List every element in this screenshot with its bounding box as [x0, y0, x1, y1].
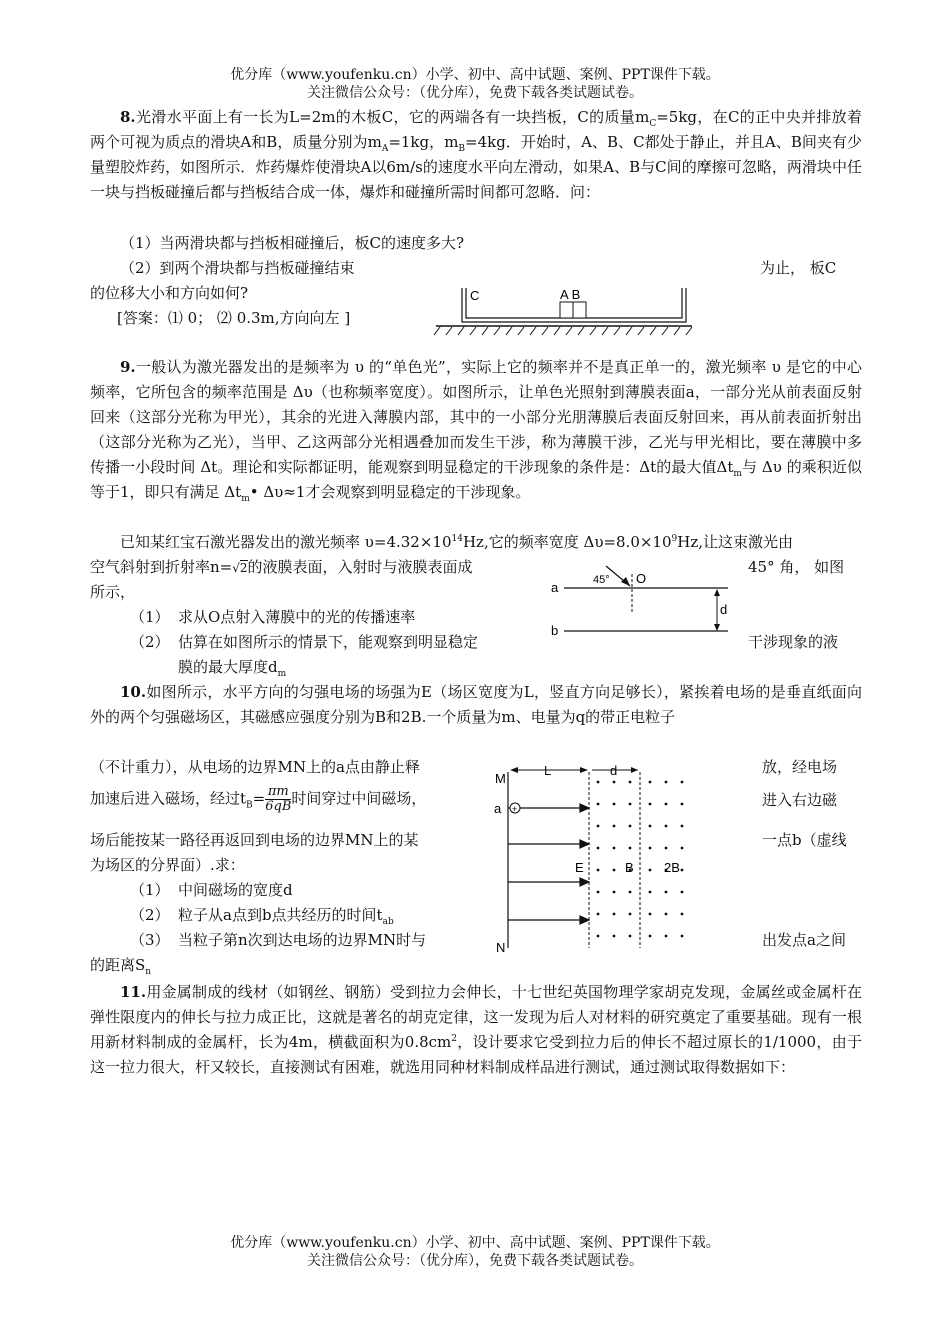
q10-line-1-left: （不计重力），从电场的边界MN上的a点由静止释: [90, 758, 420, 776]
q10-item-3-cont: [90, 953, 151, 978]
q9-item-1: 求从O点射入薄膜中的光的传播速率: [178, 608, 416, 626]
q9-item-2-cont: [178, 655, 286, 680]
magnetic-dot-2b: [681, 803, 684, 806]
fig-label-d: d: [720, 602, 728, 617]
magnetic-dot-2b: [681, 847, 684, 850]
q9-data-line: [120, 530, 793, 555]
block-b: [573, 302, 586, 318]
q8-sub-a: A: [381, 144, 389, 154]
q8-sub-b: B: [458, 144, 466, 154]
magnetic-dot-2b: [665, 891, 668, 894]
magnetic-dot-2b: [665, 825, 668, 828]
magnetic-dot-2b: [681, 825, 684, 828]
q9-item-2-num: （2）: [130, 633, 170, 651]
magnetic-dot-2b: [649, 891, 652, 894]
magnetic-dot-b: [597, 825, 600, 828]
fraction-numerator: πm: [265, 785, 291, 800]
fig-label-angle: 45°: [593, 574, 610, 586]
q9-text: 与 Δυ 的乘积近似等于1，即只有满足 Δt: [90, 458, 862, 501]
q11-text: ，设计要求它受到拉力后的伸长不超过原长的1/1000，由于这一拉力很大，杆又较长，直接测试有困难，就选用同种材料制成样品进行测试，通过测试取得数据如下：: [90, 1033, 862, 1076]
q9-text: Hz,它的频率宽度 Δυ=8.0×10: [462, 533, 672, 551]
q9-sup: 9: [671, 534, 678, 544]
q9-text: 的液膜表面，入射时与液膜表面成: [247, 558, 473, 576]
magnetic-dot-b: [613, 847, 616, 850]
q9-item-1-num: （1）: [130, 608, 170, 626]
q9-sub-m: m: [241, 494, 250, 504]
fig-label-n: N: [496, 940, 506, 955]
q9-text: 一般认为激光器发出的是频率为 υ 的“单色光”，实际上它的频率并不是真正单一的，激光频率 υ 是它的中心频率，它所包含的频率范围是 Δυ（也称频率宽度）。如图所示，让单色光照射到薄膜表面a，一部分光从前表面反射回来（这部分光称为甲光），其余的光进入薄膜内部，其中的一小部分光朋薄膜后表面反射回来，再从前表面折射出（这部分光称为乙光），当甲、乙这两部分光相遇叠加而发生干涉，称为薄膜干涉，乙光与甲光相比，要在薄膜中多传播一小段时间 Δt。理论和实际都证明，能观察到明显稳定的干涉现象的条件是：Δt的最大值Δt: [90, 358, 862, 476]
q10-line-4: 为场区的分界面）.求：: [90, 856, 245, 874]
q9-refractive-line: 空气斜射到折射率n=√2的液膜表面，入射时与液膜表面成: [90, 558, 473, 576]
q10-item-2-num: （2）: [130, 906, 170, 924]
magnetic-dot-2b: [681, 935, 684, 938]
fig-label-ab: A B: [560, 287, 581, 302]
footer-line-1: 优分库（www.youfenku.cn）小学、初中、高中试题、案例、PPT课件下载。: [230, 1235, 720, 1251]
q9-text: 空气斜射到折射率n=: [90, 558, 233, 576]
q9-text: 已知某红宝石激光器发出的激光频率 υ=4.32×10: [120, 533, 452, 551]
field-arrow-e: [580, 840, 589, 848]
q8-sub-c: C: [649, 119, 657, 129]
magnetic-dot-b: [597, 913, 600, 916]
magnetic-dot-2b: [649, 869, 652, 872]
q9-sup: 14: [451, 534, 463, 544]
q10-item-2: [178, 903, 394, 928]
field-arrow-e: [580, 916, 589, 924]
magnetic-dot-b: [613, 825, 616, 828]
magnetic-dot-b: [597, 869, 600, 872]
field-arrow-e: [580, 804, 589, 812]
q8-text: =4kg．开始时，A、B、C都处于静止，并且A、B间夹有少量塑胶炸药，如图所示．炸药爆炸使滑块A以6m/s的速度水平向左滑动，如果A、B与C间的摩擦可忽略，两滑块中任一块与挡板碰撞后都与挡板结合成一体，爆炸和碰撞所需时间都可忽略．问：: [90, 133, 862, 201]
q8-text: =1kg，m: [388, 133, 459, 151]
q10-text: 如图所示，水平方向的匀强电场的场强为E（场区宽度为L，竖直方向足够长），紧挨着电场的是垂直纸面向外的两个匀强磁场区，其磁感应强度分别为B和2B.一个质量为m、电量为q的带正电粒子: [90, 683, 862, 726]
magnetic-dot-b: [597, 803, 600, 806]
magnetic-dot-2b: [665, 781, 668, 784]
q11-text: 用金属制成的线材（如钢丝、钢筋）受到拉力会伸长，十七世纪英国物理学家胡克发现，金属丝或金属杆在弹性限度内的伸长与拉力成正比，这就是著名的胡克定律，这一发现为后人对材料的研究奠定了重要基础。现有一根用新材料制成的金属杆，长为4m，横截面积为0.8cm: [90, 983, 862, 1051]
field-arrow-e: [580, 878, 589, 886]
q10-line-3-left: 场后能按某一路径再返回到电场的边界MN上的某: [90, 831, 419, 849]
q9-item-2-right: 干涉现象的液: [748, 633, 839, 651]
magnetic-dot-2b: [665, 803, 668, 806]
page-header: [0, 66, 950, 102]
page-footer: [0, 1234, 950, 1270]
magnetic-dot-2b: [665, 847, 668, 850]
magnetic-dot-2b: [649, 803, 652, 806]
magnetic-dot-b: [613, 913, 616, 916]
magnetic-dot-b: [597, 891, 600, 894]
q10-sub: n: [145, 967, 152, 977]
q10-line-2-right: 进入右边磁: [762, 791, 838, 809]
magnetic-dot-2b: [649, 781, 652, 784]
q10-sub: ab: [382, 917, 394, 927]
magnetic-dot-b: [629, 781, 632, 784]
magnetic-dot-2b: [681, 913, 684, 916]
q9-text: 膜的最大厚度d: [178, 658, 278, 676]
header-line-2: 关注微信公众号：（优分库），免费下载各类试题试卷。: [307, 85, 643, 101]
magnetic-dot-b: [629, 913, 632, 916]
question-11-number: 11.: [120, 983, 147, 1001]
q9-text: Hz,让这束激光由: [677, 533, 794, 551]
question-9-number: 9.: [120, 358, 136, 376]
magnetic-dot-2b: [649, 935, 652, 938]
q10-fraction: [265, 785, 291, 814]
q10-line-3-right: 一点b（虚线: [762, 831, 847, 849]
q9-cont: 所示，: [90, 583, 136, 601]
q11-sup: 2: [451, 1034, 457, 1044]
q10-text: 加速后进入磁场，经过t: [90, 789, 247, 808]
q8-text: 光滑水平面上有一长为L=2m的木板C，它的两端各有一块挡板，C的质量m: [135, 108, 650, 126]
fig-label-o: O: [636, 571, 647, 586]
q8-part-2-right: 为止， 板C: [760, 259, 837, 277]
q10-line-2-left: [90, 785, 426, 814]
magnetic-dot-b: [613, 803, 616, 806]
q10-field-figure: [492, 764, 694, 954]
fraction-denominator: 6qB: [265, 799, 292, 814]
fig-label-m: M: [495, 771, 506, 786]
question-8-number: 8.: [120, 108, 136, 126]
q8-board-figure: [430, 284, 700, 340]
magnetic-dot-b: [597, 781, 600, 784]
magnetic-dot-2b: [681, 781, 684, 784]
magnetic-dot-b: [629, 935, 632, 938]
q10-sub: B: [246, 800, 253, 811]
q9-sub-m: m: [733, 469, 742, 479]
q8-part-2-cont: 的位移大小和方向如何?: [90, 284, 249, 302]
q9-sqrt-arg: 2: [239, 561, 248, 575]
magnetic-dot-2b: [681, 891, 684, 894]
fig-label-a: a: [551, 580, 559, 595]
q8-text: =5kg，在C的正中央并排放着两个可视为质点的滑块A和B，质量分别为m: [90, 108, 862, 151]
q8-part-1: （1）当两滑块都与挡板相碰撞后，板C的速度多大?: [120, 234, 465, 252]
question-11-body: [90, 980, 862, 1080]
svg-text:+: +: [512, 804, 518, 814]
question-9-body: [90, 355, 862, 505]
q10-text: =: [252, 789, 266, 808]
magnetic-dot-b: [629, 803, 632, 806]
magnetic-dot-2b: [665, 935, 668, 938]
magnetic-dot-b: [629, 825, 632, 828]
q10-text: 粒子从a点到b点共经历的时间t: [178, 906, 383, 924]
header-line-1: 优分库（www.youfenku.cn）小学、初中、高中试题、案例、PPT课件下载。: [230, 67, 720, 83]
q10-item-3-left: 当粒子第n次到达电场的边界MN时与: [178, 931, 427, 949]
fig-label-2b: 2B: [664, 860, 680, 875]
q9-film-figure: [550, 566, 735, 638]
magnetic-dot-b: [629, 891, 632, 894]
q9-sub: m: [277, 669, 287, 679]
q10-item-1-num: （1）: [130, 881, 170, 899]
q9-text: • Δυ≈1才会观察到明显稳定的干涉现象。: [249, 483, 531, 501]
fig-label-e: E: [575, 860, 584, 875]
q10-text: 的距离S: [90, 956, 146, 974]
q10-item-3-num: （3）: [130, 931, 170, 949]
magnetic-dot-2b: [649, 847, 652, 850]
block-a: [560, 302, 573, 318]
magnetic-dot-2b: [649, 913, 652, 916]
fig-label-c: C: [470, 288, 480, 303]
magnetic-dot-2b: [681, 869, 684, 872]
footer-line-2: 关注微信公众号：（优分库），免费下载各类试题试卷。: [307, 1253, 643, 1269]
magnetic-dot-b: [597, 935, 600, 938]
fig-label-b: B: [625, 860, 634, 875]
magnetic-dot-b: [613, 869, 616, 872]
fig-label-l: L: [544, 763, 552, 778]
q10-item-1: 中间磁场的宽度d: [178, 881, 293, 899]
magnetic-dot-b: [613, 935, 616, 938]
question-8-body: [90, 105, 862, 205]
magnetic-dot-2b: [649, 825, 652, 828]
magnetic-dot-b: [629, 847, 632, 850]
q9-angle-right: 45° 角， 如图: [748, 558, 845, 576]
q10-line-1-right: 放，经电场: [762, 758, 838, 776]
magnetic-dot-b: [613, 891, 616, 894]
magnetic-dot-b: [613, 781, 616, 784]
question-10-number: 10.: [120, 683, 147, 701]
q8-part-2-left: （2）到两个滑块都与挡板碰撞结束: [120, 259, 355, 277]
q10-text: 时间穿过中间磁场，: [291, 789, 427, 808]
fig-label-b: b: [551, 623, 559, 638]
fig-label-d: d: [610, 763, 618, 778]
q8-answer: [答案：⑴ 0； ⑵ 0.3m,方向向左 ]: [117, 309, 351, 327]
q10-item-3-right: 出发点a之间: [762, 931, 846, 949]
q9-item-2-left: 估算在如图所示的情景下，能观察到明显稳定: [178, 633, 479, 651]
magnetic-dot-b: [597, 847, 600, 850]
magnetic-dot-2b: [665, 913, 668, 916]
fig-label-a: a: [494, 801, 502, 816]
question-10-body: [90, 680, 862, 730]
